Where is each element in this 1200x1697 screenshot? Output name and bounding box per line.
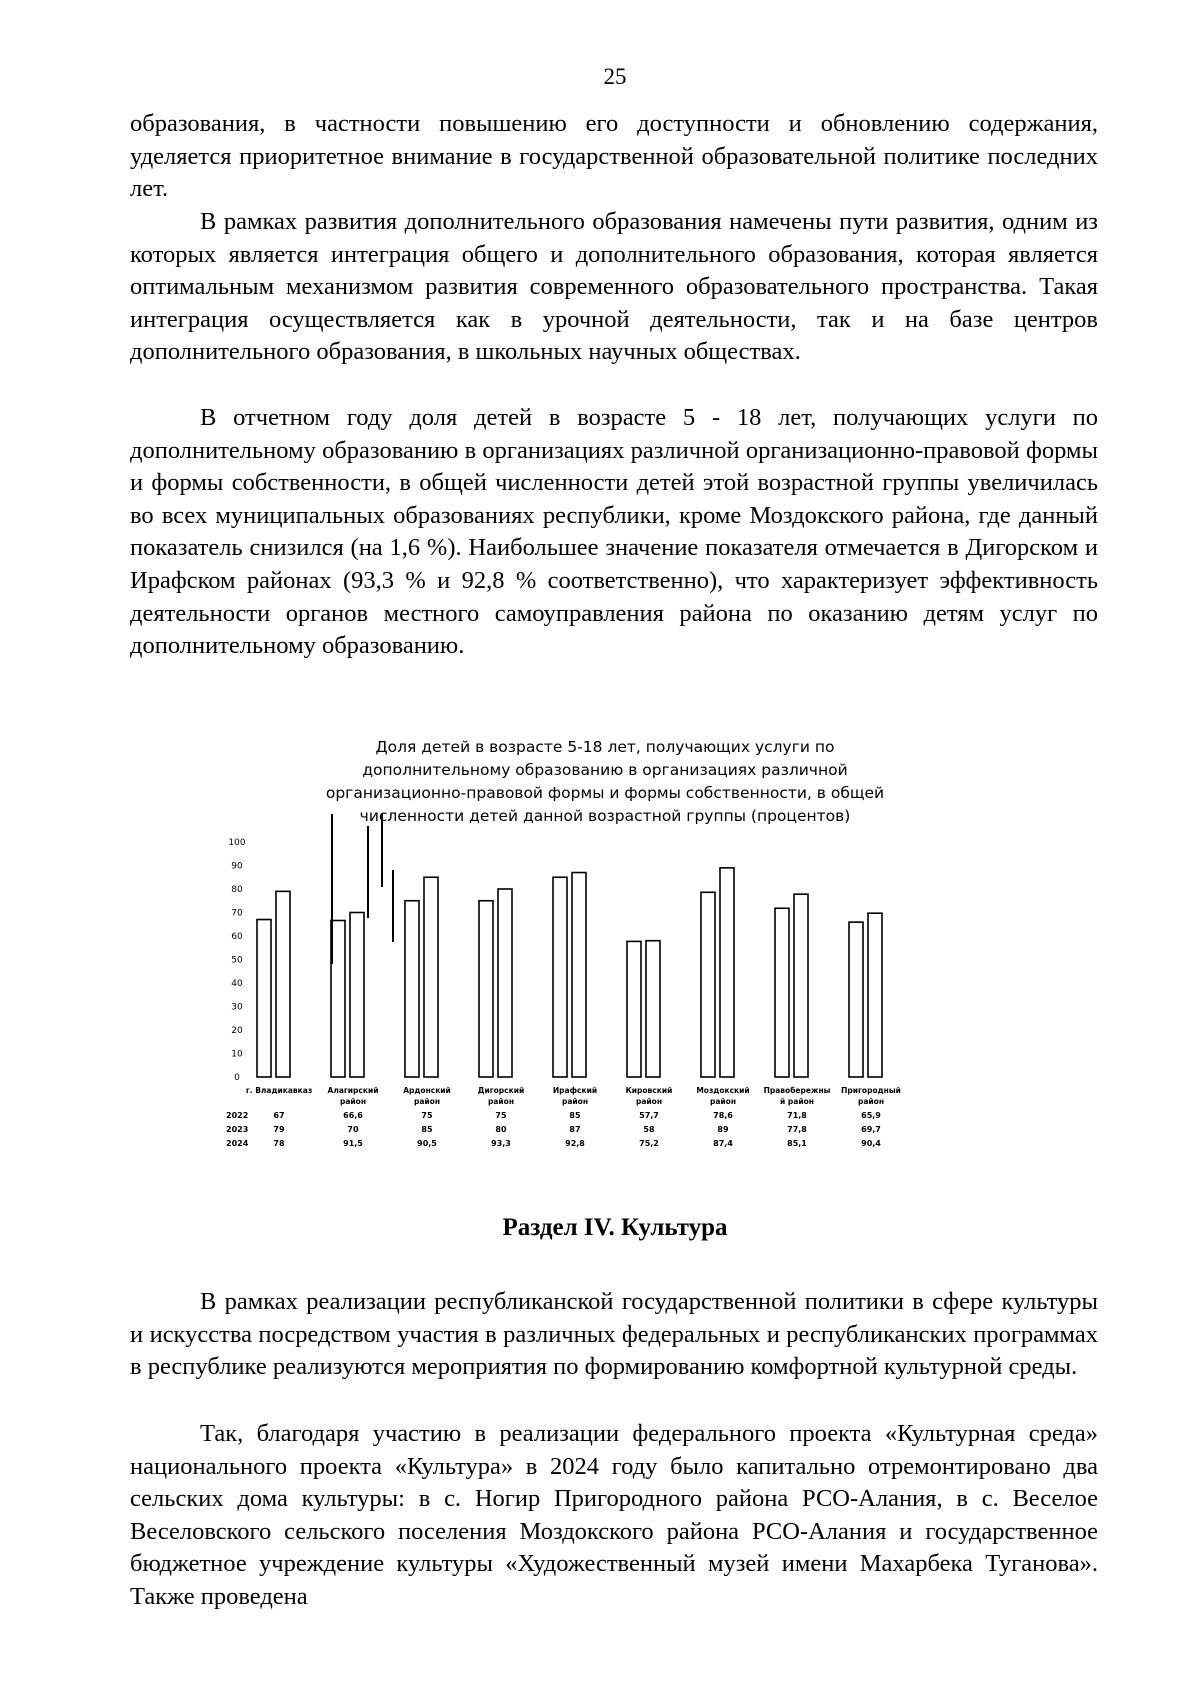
- legend-label: 2024: [226, 1139, 249, 1148]
- bar-2023: [424, 877, 438, 1077]
- data-label: 69,7: [861, 1125, 881, 1134]
- category-label: Кировский: [625, 1086, 673, 1095]
- data-label: 89: [717, 1125, 729, 1134]
- data-label: 66,6: [343, 1111, 363, 1120]
- data-label: 93,3: [491, 1139, 511, 1148]
- y-tick-label: 100: [228, 838, 246, 848]
- y-tick-label: 70: [231, 908, 243, 919]
- category-label: Ирафский: [552, 1086, 598, 1095]
- bar-2023: [868, 913, 882, 1077]
- data-label: 92,8: [565, 1139, 585, 1148]
- section-title: Раздел IV. Культура: [502, 1214, 728, 1241]
- data-label: 77,8: [787, 1125, 807, 1134]
- bar-2022: [257, 920, 271, 1077]
- paragraph-3: В отчетном году доля детей в возрасте 5 - 18 лет, получающих услуги по дополнительному образованию в организациях различной организационно-правовой формы и формы собственности, в общей численности детей этой возрастной группы увеличилась во всех муниципальных образованиях республики, кроме Моздокского района, где данный показатель снизился (на 1,6 %). Наибольшее значение показателя отмечается в Дигорском и Ирафском районах (93,3 % и 92,8 % соответственно), что характеризует эффективность деятельности органов местного самоуправления района по оказанию детям услуг по дополнительному образованию.: [130, 404, 1098, 660]
- data-label: 79: [273, 1125, 285, 1134]
- bar-2022: [627, 941, 641, 1077]
- legend-label: 2022: [226, 1111, 249, 1120]
- data-label: 87: [569, 1125, 581, 1134]
- bar-2022: [405, 901, 419, 1077]
- category-label: Пригородный: [841, 1086, 901, 1095]
- data-label: 75,2: [639, 1139, 659, 1148]
- bar-2023: [646, 941, 660, 1077]
- bar-2022: [331, 920, 345, 1077]
- category-label: й район: [780, 1097, 814, 1106]
- chart-title-line: численности детей данной возрастной группы (процентов): [359, 807, 851, 825]
- data-label: 65,9: [861, 1111, 881, 1120]
- data-label: 75: [421, 1111, 433, 1120]
- chart-title-line: Доля детей в возрасте 5-18 лет, получающих услуги по: [375, 738, 835, 756]
- data-label: 85: [569, 1111, 581, 1120]
- data-label: 71,8: [787, 1111, 807, 1120]
- chart-y-axis: [228, 838, 245, 1083]
- category-label: Моздокский: [696, 1086, 750, 1095]
- data-label: 78: [273, 1139, 285, 1148]
- bar-2022: [553, 877, 567, 1077]
- chart-title-line: организационно-правовой формы и формы собственности, в общей: [325, 784, 885, 802]
- paragraph-1: образования, в частности повышению его доступности и обновлению содержания, уделяется приоритетное внимание в государственной образовательной политике последних лет.: [130, 110, 1098, 203]
- chart-title: [326, 738, 884, 825]
- category-label: район: [561, 1097, 589, 1106]
- bar-2022: [479, 901, 493, 1077]
- data-label: 78,6: [713, 1111, 733, 1120]
- bar-2022: [849, 922, 863, 1077]
- chart-data-table: [225, 1086, 901, 1148]
- bar-2022: [701, 892, 715, 1077]
- y-tick-label: 0: [234, 1073, 240, 1083]
- paragraph-2: В рамках развития дополнительного образования намечены пути развития, одним из которых является интеграция общего и дополнительного образования, которая является оптимальным механизмом развития современного образовательного пространства. Такая интеграция осуществляется как в урочной деятельности, так и на базе центров дополнительного образования, в школьных научных обществах.: [130, 208, 1098, 366]
- data-label: 57,7: [639, 1111, 659, 1120]
- paragraph-4: В рамках реализации республиканской государственной политики в сфере культуры и искусства посредством участия в различных федеральных и республиканских программах в республике реализуются мероприятия по формированию комфортной культурной среды.: [130, 1288, 1098, 1381]
- bar-2023: [720, 868, 734, 1077]
- category-label: район: [339, 1097, 367, 1106]
- data-label: 85,1: [787, 1139, 807, 1148]
- data-label: 90,4: [861, 1139, 881, 1148]
- category-label: район: [709, 1097, 737, 1106]
- y-tick-label: 80: [231, 885, 243, 895]
- data-label: 91,5: [343, 1139, 363, 1148]
- data-label: 58: [643, 1125, 655, 1134]
- y-tick-label: 90: [231, 861, 243, 872]
- data-label: 85: [421, 1125, 433, 1134]
- bar-chart: [225, 730, 1000, 1170]
- data-label: 70: [347, 1125, 359, 1134]
- data-label: 80: [495, 1125, 507, 1134]
- y-tick-label: 30: [231, 1002, 243, 1013]
- category-label: г. Владикавказ: [245, 1086, 313, 1095]
- category-label: район: [487, 1097, 515, 1106]
- bar-2023: [498, 889, 512, 1077]
- y-tick-label: 50: [231, 955, 243, 966]
- page-number: 25: [603, 64, 627, 89]
- category-label: район: [635, 1097, 663, 1106]
- data-label: 67: [273, 1111, 285, 1120]
- category-label: район: [413, 1097, 441, 1106]
- bar-2022: [775, 908, 789, 1077]
- category-label: Алагирский: [327, 1086, 379, 1095]
- y-tick-label: 60: [231, 932, 243, 942]
- data-label: 87,4: [713, 1139, 733, 1148]
- bar-2023: [276, 891, 290, 1077]
- bar-2023: [794, 894, 808, 1077]
- category-label: Правобережны: [763, 1086, 831, 1095]
- y-tick-label: 20: [231, 1026, 243, 1036]
- legend-label: 2023: [226, 1125, 249, 1134]
- chart-bars: [257, 813, 882, 1077]
- y-tick-label: 10: [231, 1049, 243, 1060]
- category-label: Ардонский: [403, 1086, 451, 1095]
- paragraph-5: Так, благодаря участию в реализации федерального проекта «Культурная среда» национального проекта «Культура» в 2024 году было капитально отремонтировано два сельских дома культуры: в с. Ногир Пригородного района РСО-Алания, в с. Веселое Веселовского сельского поселения Моздокского района РСО-Алания и государственное бюджетное учреждение культуры «Художественный музей имени Махарбека Туганова». Также проведена: [130, 1420, 1098, 1610]
- category-label: Дигорский: [477, 1086, 525, 1095]
- data-label: 90,5: [417, 1139, 437, 1148]
- bar-2023: [572, 873, 586, 1077]
- data-label: 75: [495, 1111, 507, 1120]
- y-tick-label: 40: [231, 979, 243, 989]
- category-label: район: [857, 1097, 885, 1106]
- bar-2023: [350, 913, 364, 1078]
- chart-title-line: дополнительному образованию в организациях различной: [362, 761, 848, 779]
